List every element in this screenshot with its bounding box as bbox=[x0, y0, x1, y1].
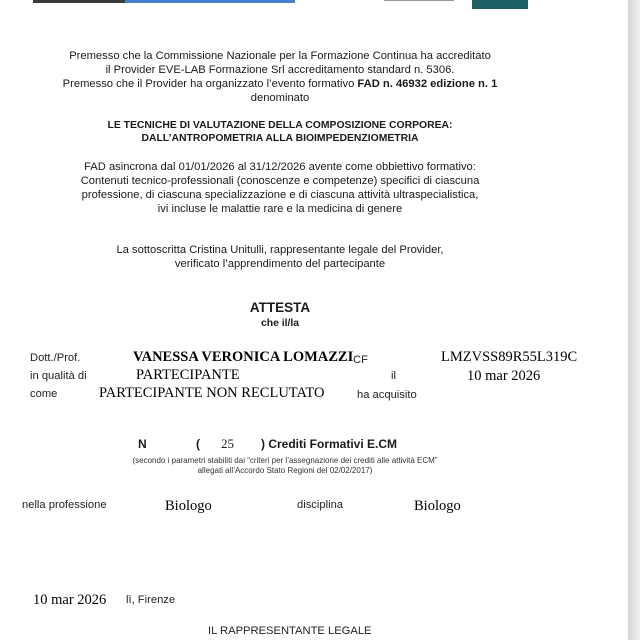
attesta-heading: ATTESTA bbox=[249, 300, 311, 315]
intro-line-4: denominato bbox=[250, 92, 310, 104]
participant-name: VANESSA VERONICA LOMAZZI bbox=[133, 349, 354, 365]
description-line-4: ivi incluse le malattie rare e la medicina di genere bbox=[157, 203, 403, 215]
intro-line-3 bbox=[0, 77, 560, 91]
title-label: Dott./Prof. bbox=[30, 352, 81, 364]
discipline-value: Biologo bbox=[414, 498, 461, 514]
intro-line-1: Premesso che la Commissione Nazionale per la Formazione Continua ha accreditato bbox=[69, 50, 491, 62]
profession-value: Biologo bbox=[165, 498, 212, 514]
profession-label: nella professione bbox=[22, 499, 107, 511]
top-divider-line bbox=[384, 0, 454, 1]
event-code: FAD n. 46932 edizione n. 1 bbox=[357, 78, 498, 90]
top-image-strip-dark bbox=[33, 0, 125, 3]
description-line-2: Contenuti tecnico-professionali (conoscenze e competenze) specifici di ciascuna bbox=[80, 175, 480, 187]
role-label: in qualità di bbox=[30, 370, 87, 382]
description-line-1: FAD asincrona dal 01/01/2026 al 31/12/2026 avente come obbiettivo formativo: bbox=[84, 161, 476, 173]
completion-date: 10 mar 2026 bbox=[467, 368, 541, 384]
intro-line-3-text: Premesso che il Provider ha organizzato l’evento formativo bbox=[62, 78, 358, 90]
participant-role: PARTECIPANTE bbox=[136, 367, 240, 383]
attesta-subheading: che il/la bbox=[260, 318, 300, 329]
credits-note-2: allegati all’Accordo Stato Regioni del 02/02/2017) bbox=[197, 466, 373, 475]
signatory-line-1: La sottoscritta Cristina Unitulli, rappresentante legale del Provider, bbox=[116, 244, 444, 256]
fiscal-code: LMZVSS89R55L319C bbox=[441, 349, 578, 365]
signatory-line-2: verificato l’apprendimento del partecipante bbox=[174, 258, 386, 270]
issue-place: lì, Firenze bbox=[126, 594, 176, 606]
course-title-line-2: DALL’ANTROPOMETRIA ALLA BIOIMPEDENZIOMETRIA bbox=[141, 133, 419, 144]
discipline-label: disciplina bbox=[297, 499, 344, 511]
credits-n-label: N bbox=[138, 437, 147, 451]
credits-open-paren: ( bbox=[196, 437, 200, 451]
credits-label: ) Crediti Formativi E.CM bbox=[261, 437, 398, 451]
cf-label: CF bbox=[353, 354, 368, 366]
legal-representative-label: IL RAPPRESENTANTE LEGALE bbox=[208, 625, 372, 637]
intro-line-2: il Provider EVE-LAB Formazione Srl accreditamento standard n. 5306. bbox=[105, 64, 455, 76]
top-image-strip-blue bbox=[125, 0, 295, 3]
participant-type: PARTECIPANTE NON RECLUTATO bbox=[99, 385, 325, 401]
top-logo-strip bbox=[472, 0, 528, 9]
as-label: come bbox=[30, 388, 58, 400]
date-label: il bbox=[391, 370, 396, 382]
credits-note-1: (secondo i parametri stabiliti dai “criteri per l’assegnazione dei crediti alle attività ECM” bbox=[132, 456, 438, 465]
credits-value: 25 bbox=[221, 436, 234, 451]
acquired-label: ha acquisito bbox=[357, 389, 417, 401]
viewer-edge bbox=[628, 0, 640, 640]
course-title-line-1: LE TECNICHE DI VALUTAZIONE DELLA COMPOSIZIONE CORPOREA: bbox=[107, 120, 453, 131]
description-line-3: professione, di ciascuna specializzazione e di ciascuna attività ultraspecialistica, bbox=[81, 189, 479, 201]
issue-date: 10 mar 2026 bbox=[33, 592, 107, 608]
